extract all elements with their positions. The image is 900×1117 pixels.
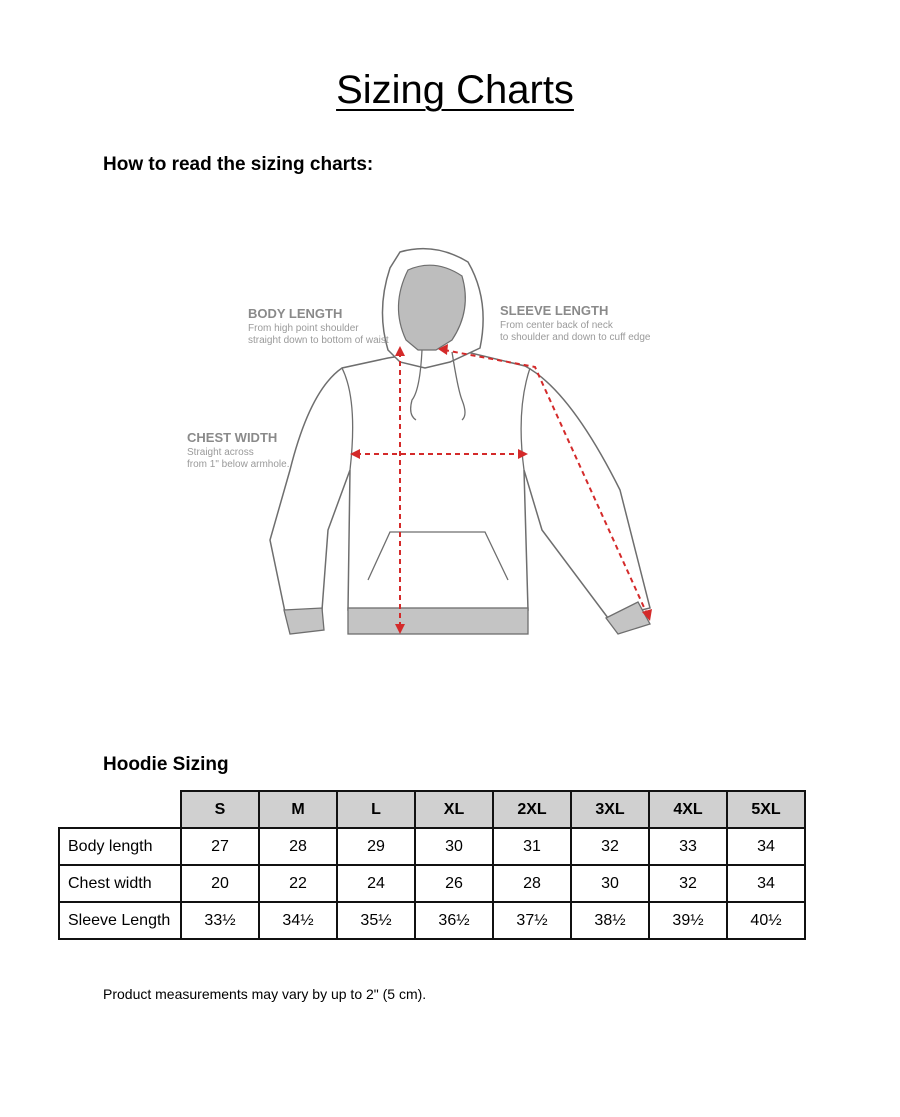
table-cell: 40½: [727, 902, 805, 939]
table-cell: 29: [337, 828, 415, 865]
table-cell: 37½: [493, 902, 571, 939]
size-header-5xl: 5XL: [727, 791, 805, 828]
table-row: [59, 828, 805, 865]
table-corner-cell: [59, 791, 181, 828]
table-header-row: [59, 791, 805, 828]
sleeve-length-desc-2: to shoulder and down to cuff edge: [500, 332, 651, 343]
body-length-desc-1: From high point shoulder: [248, 323, 359, 334]
table-cell: 27: [181, 828, 259, 865]
table-cell: 32: [571, 828, 649, 865]
table-cell: 28: [259, 828, 337, 865]
row-label-chest-width: Chest width: [59, 865, 181, 902]
size-header-s: S: [181, 791, 259, 828]
hoodie-body-outline: [270, 348, 650, 618]
table-cell: 31: [493, 828, 571, 865]
table-cell: 35½: [337, 902, 415, 939]
hoodie-illustration: [150, 240, 710, 650]
sleeve-length-label: SLEEVE LENGTH: [500, 303, 609, 318]
left-cuff: [284, 608, 324, 634]
size-header-xl: XL: [415, 791, 493, 828]
table-cell: 36½: [415, 902, 493, 939]
how-to-read-heading: How to read the sizing charts:: [103, 154, 374, 175]
table-cell: 39½: [649, 902, 727, 939]
table-cell: 34: [727, 865, 805, 902]
size-header-3xl: 3XL: [571, 791, 649, 828]
table-cell: 34½: [259, 902, 337, 939]
hoodie-sizing-table: [58, 790, 806, 940]
table-cell: 20: [181, 865, 259, 902]
size-header-2xl: 2XL: [493, 791, 571, 828]
table-row: [59, 865, 805, 902]
table-cell: 26: [415, 865, 493, 902]
table-cell: 33½: [181, 902, 259, 939]
table-cell: 33: [649, 828, 727, 865]
measurement-note: Product measurements may vary by up to 2" (5 cm).: [103, 986, 427, 1002]
chest-width-desc-1: Straight across: [187, 447, 254, 458]
size-header-m: M: [259, 791, 337, 828]
table-cell: 34: [727, 828, 805, 865]
size-header-4xl: 4XL: [649, 791, 727, 828]
row-label-body-length: Body length: [59, 828, 181, 865]
body-length-desc-2: straight down to bottom of waist: [248, 335, 389, 346]
table-cell: 24: [337, 865, 415, 902]
table-row: [59, 902, 805, 939]
table-cell: 28: [493, 865, 571, 902]
table-cell: 38½: [571, 902, 649, 939]
table-cell: 22: [259, 865, 337, 902]
table-cell: 32: [649, 865, 727, 902]
page-title: Sizing Charts: [336, 68, 574, 112]
waistband: [348, 608, 528, 634]
body-length-label: BODY LENGTH: [248, 306, 343, 321]
sleeve-length-desc-1: From center back of neck: [500, 320, 613, 331]
hoodie-sizing-heading: Hoodie Sizing: [103, 754, 229, 775]
table-cell: 30: [571, 865, 649, 902]
row-label-sleeve-length: Sleeve Length: [59, 902, 181, 939]
hoodie-diagram: [150, 240, 710, 650]
chest-width-label: CHEST WIDTH: [187, 430, 278, 445]
table-cell: 30: [415, 828, 493, 865]
chest-width-desc-2: from 1" below armhole.: [187, 459, 290, 470]
size-header-l: L: [337, 791, 415, 828]
